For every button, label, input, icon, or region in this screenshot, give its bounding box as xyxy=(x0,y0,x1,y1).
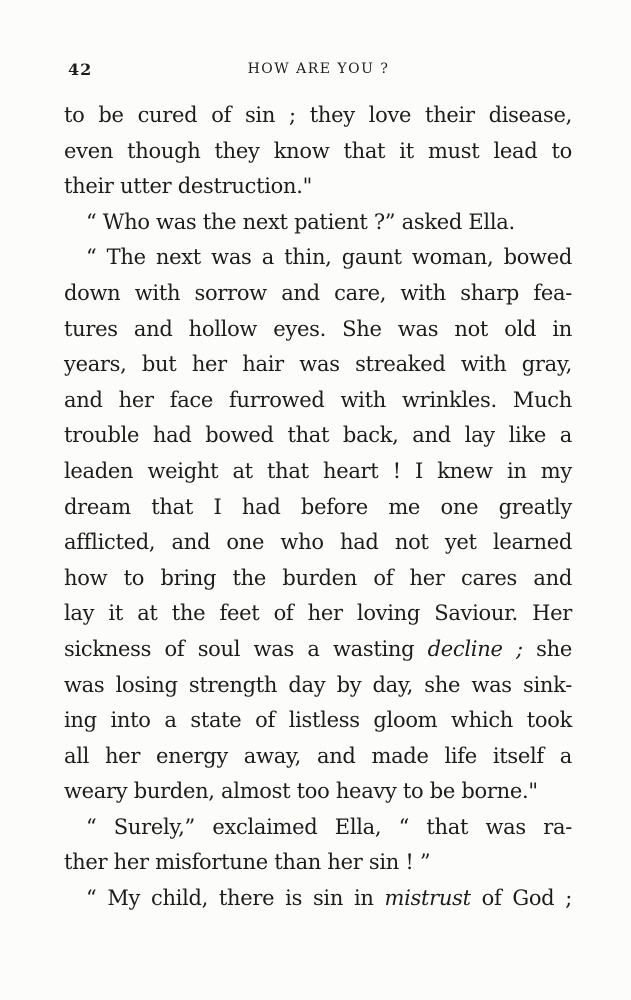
text-line: weary burden, almost too heavy to be borne." xyxy=(64,779,538,804)
text-line: down with sorrow and care, with sharp fea- xyxy=(64,280,572,305)
text-line: and her face furrowed with wrinkles. Much xyxy=(64,387,572,412)
body-text xyxy=(64,98,572,917)
text-line: ther her misfortune than her sin ! ” xyxy=(64,850,431,875)
text-line: even though they know that it must lead to xyxy=(64,138,572,163)
text-line: years, but her hair was streaked with gray, xyxy=(64,352,572,377)
text-run: of God ; xyxy=(470,886,572,911)
italic-text: mistrust xyxy=(384,886,471,911)
text-line: “ Who was the next patient ?” asked Ella. xyxy=(86,209,515,234)
text-line: was losing strength day by day, she was sink- xyxy=(64,672,572,697)
running-title: HOW ARE YOU ? xyxy=(247,61,390,77)
text-line: how to bring the burden of her cares and xyxy=(64,565,572,590)
text-run: sickness of soul was a wasting xyxy=(64,636,428,661)
text-run: “ My child, there is sin in xyxy=(86,886,385,911)
text-line: ing into a state of listless gloom which took xyxy=(64,708,572,733)
page-header xyxy=(66,60,571,84)
italic-text: decline ; xyxy=(427,636,523,661)
text-line: trouble had bowed that back, and lay like a xyxy=(64,423,572,448)
text-line xyxy=(64,632,572,668)
text-line: “ The next was a thin, gaunt woman, bowed xyxy=(86,245,572,270)
text-line: tures and hollow eyes. She was not old in xyxy=(64,316,572,341)
text-line: their utter destruction." xyxy=(64,174,312,199)
text-line: “ Surely,” exclaimed Ella, “ that was ra- xyxy=(86,814,572,839)
text-line: all her energy away, and made life itself a xyxy=(64,743,572,768)
text-line: lay it at the feet of her loving Saviour. Her xyxy=(64,601,572,626)
text-line: leaden weight at that heart ! I knew in my xyxy=(64,458,572,483)
text-line xyxy=(64,881,572,917)
page-number: 42 xyxy=(68,60,93,79)
text-run: she xyxy=(522,636,572,661)
text-line: afflicted, and one who had not yet learned xyxy=(64,530,572,555)
text-line: to be cured of sin ; they love their disease, xyxy=(64,103,572,127)
text-line: dream that I had before me one greatly xyxy=(64,494,572,519)
